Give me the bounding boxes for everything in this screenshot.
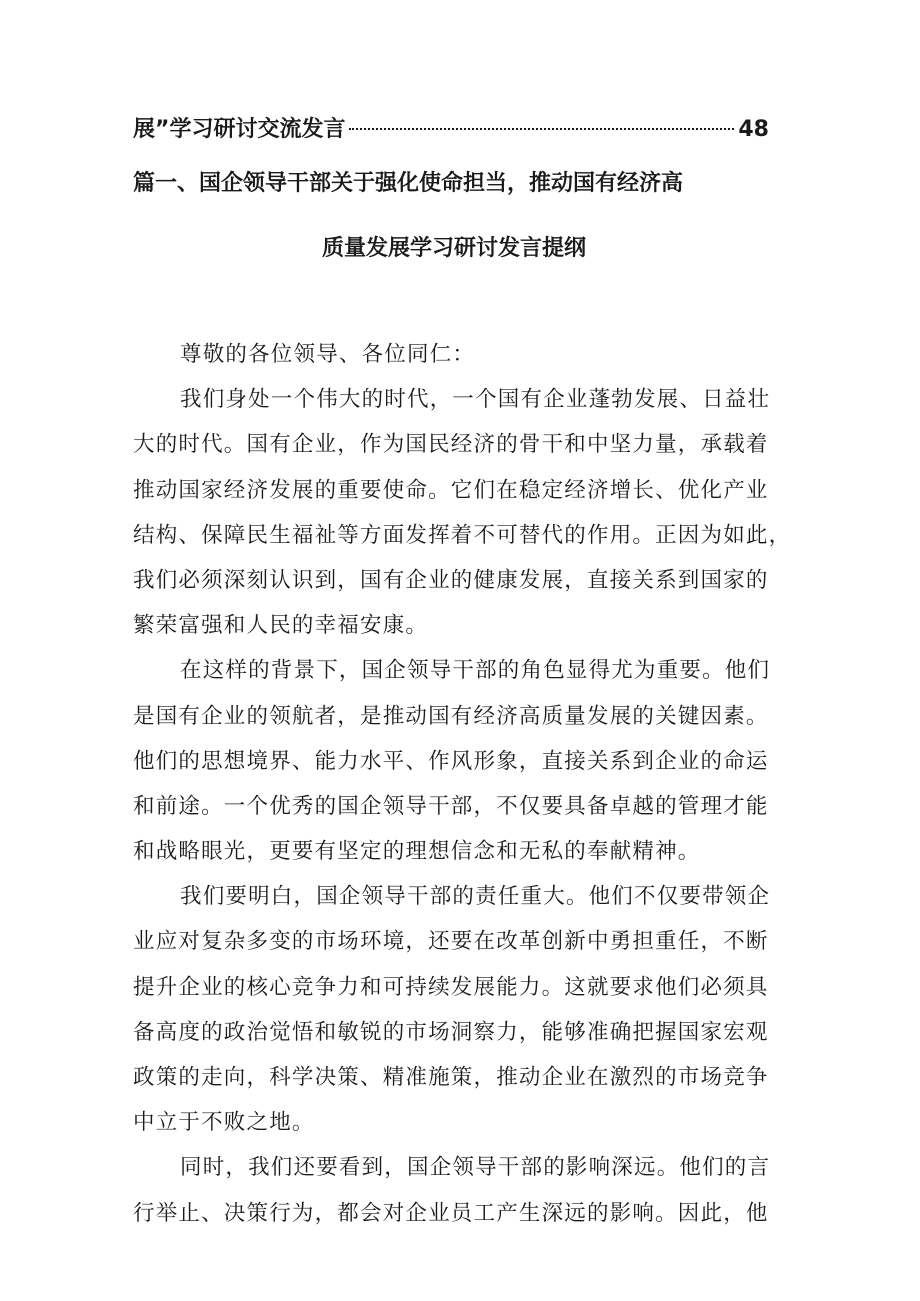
body-text [133,332,793,1236]
paragraph-1-line: 大的时代。国有企业，作为国民经济的骨干和中坚力量，承载着 [133,432,769,458]
salutation: 尊敬的各位领导、各位同仁： [180,342,476,367]
toc-page-number: 48 [738,117,769,142]
toc-entry[interactable] [133,112,769,148]
section-title-line-2: 质量发展学习研讨发言提纲 [322,236,587,261]
paragraph-3-line: 中立于不败之地。 [133,1110,315,1136]
toc-dot-leader [349,128,734,130]
paragraph-2-line: 他们的思想境界、能力水平、作风形象，直接关系到企业的命运 [133,748,769,774]
paragraph-3-line: 备高度的政治觉悟和敏锐的市场洞察力，能够准确把握国家宏观 [133,1019,769,1045]
paragraph-1-line: 结构、保障民生福祉等方面发挥着不可替代的作用。正因为如此， [133,522,792,548]
section-title-line-1: 篇一、国企领导干部关于强化使命担当，推动国有经济高 [133,171,684,196]
paragraph-1-line: 推动国家经济发展的重要使命。它们在稳定经济增长、优化产业 [133,477,769,503]
paragraph-2-line: 在这样的背景下，国企领导干部的角色显得尤为重要。他们 [180,658,771,684]
paragraph-3-line: 提升企业的核心竞争力和可持续发展能力。这就要求他们必须具 [133,974,769,1000]
paragraph-2-line: 和战略眼光，更要有坚定的理想信念和无私的奉献精神。 [133,839,701,865]
paragraph-1-line: 我们身处一个伟大的时代，一个国有企业蓬勃发展、日益壮 [180,387,771,413]
paragraph-1-line: 我们必须深刻认识到，国有企业的健康发展，直接关系到国家的 [133,567,769,593]
paragraph-1-line: 繁荣富强和人民的幸福安康。 [133,613,429,639]
paragraph-4-line: 同时，我们还要看到，国企领导干部的影响深远。他们的言 [180,1155,771,1181]
toc-entry-title: 展”学习研讨交流发言 [133,117,346,142]
paragraph-3-line: 业应对复杂多变的市场环境，还要在改革创新中勇担重任，不断 [133,929,769,955]
paragraph-3-line: 政策的走向，科学决策、精准施策，推动企业在激烈的市场竞争 [133,1065,769,1090]
paragraph-2-line: 是国有企业的领航者，是推动国有经济高质量发展的关键因素。 [133,703,769,729]
paragraph-4-line: 行举止、决策行为，都会对企业员工产生深远的影响。因此，他 [133,1200,769,1226]
paragraph-3-line: 我们要明白，国企领导干部的责任重大。他们不仅要带领企 [180,884,771,910]
paragraph-2-line: 和前途。一个优秀的国企领导干部，不仅要具备卓越的管理才能 [133,793,769,819]
